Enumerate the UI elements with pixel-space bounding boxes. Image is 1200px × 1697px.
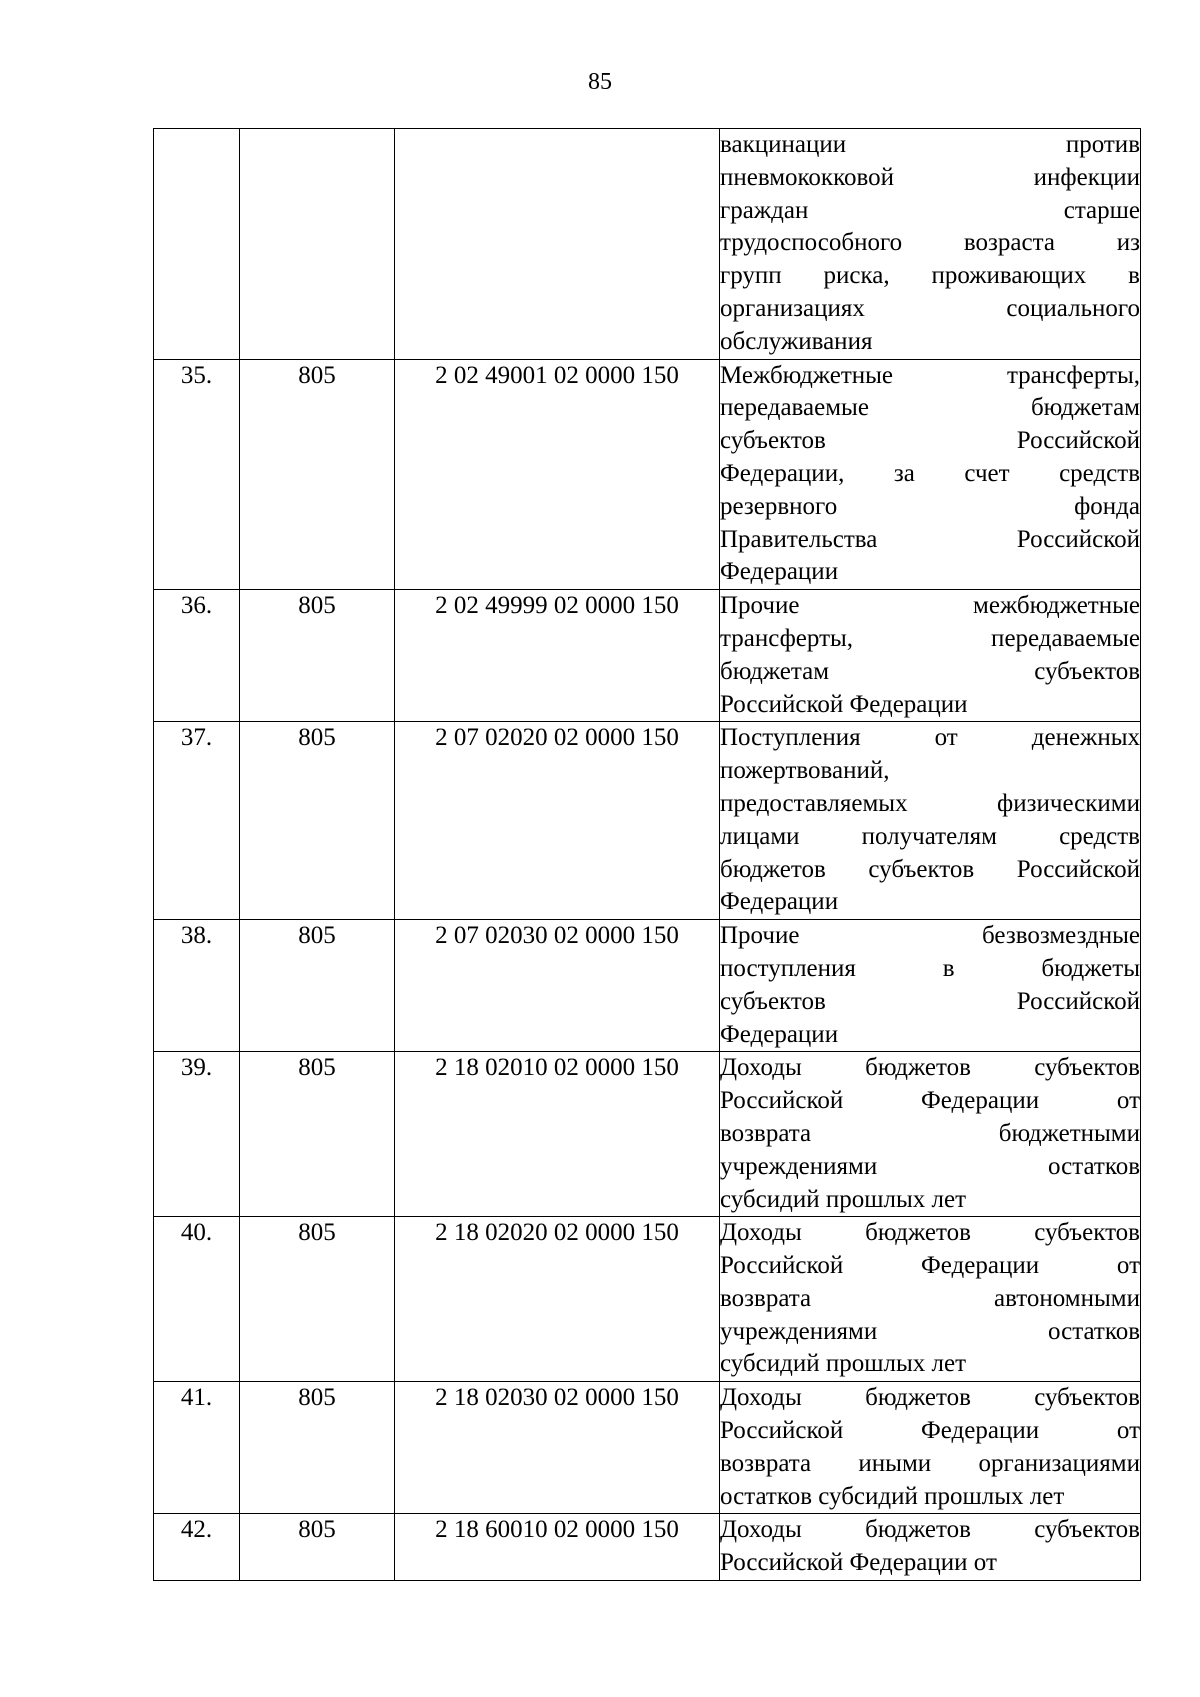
table-row [154,129,1141,360]
description-line: Российской Федерации от [720,1252,1140,1280]
row-number-cell: 40. [154,1217,240,1382]
row-number-cell: 41. [154,1382,240,1514]
description-line: организациях социального [720,294,1140,322]
administrator-code-cell: 805 [240,1514,395,1581]
row-number-cell: 35. [154,359,240,590]
table-row [154,590,1141,722]
administrator-code-cell [240,129,395,360]
administrator-code-cell: 805 [240,1217,395,1382]
revenue-description-cell [720,359,1141,590]
description-line: Доходы бюджетов субъектов [720,1516,1140,1544]
description-line: передаваемые бюджетам [720,394,1140,422]
revenue-description-cell [720,129,1141,360]
row-number-cell: 36. [154,590,240,722]
budget-classification-code-cell: 2 07 02030 02 0000 150 [395,920,720,1052]
description-line: трансферты, передаваемые [720,624,1140,652]
revenue-description-cell [720,590,1141,722]
description-line: остатков субсидий прошлых лет [720,1482,1065,1510]
description-line: Российской Федерации [720,690,968,718]
description-line: обслуживания [720,327,873,355]
budget-classification-code-cell: 2 07 02020 02 0000 150 [395,722,720,920]
table-row [154,1217,1141,1382]
description-line: Российской Федерации от [720,1417,1140,1445]
description-line: поступления в бюджеты [720,954,1140,982]
table-row [154,920,1141,1052]
description-line: субсидий прошлых лет [720,1185,967,1213]
row-number-cell: 37. [154,722,240,920]
row-number-cell [154,129,240,360]
administrator-code-cell: 805 [240,1052,395,1217]
revenue-description-cell [720,1217,1141,1382]
description-line: бюджетам субъектов [720,657,1140,685]
administrator-code-cell: 805 [240,920,395,1052]
administrator-code-cell: 805 [240,590,395,722]
revenue-description-cell [720,920,1141,1052]
row-number-cell: 42. [154,1514,240,1581]
row-number-cell: 38. [154,920,240,1052]
description-line: Межбюджетные трансферты, [720,361,1140,389]
row-number-cell: 39. [154,1052,240,1217]
description-line: Российской Федерации от [720,1087,1140,1115]
description-line: резервного фонда [720,492,1140,520]
description-line: субъектов Российской [720,987,1140,1015]
table-row [154,1052,1141,1217]
revenue-description-cell [720,1052,1141,1217]
description-line: Федерации [720,558,839,586]
description-line: трудоспособного возраста из [720,229,1140,257]
description-line: Доходы бюджетов субъектов [720,1384,1140,1412]
description-line: Прочие межбюджетные [720,592,1140,620]
administrator-code-cell: 805 [240,722,395,920]
description-line: вакцинации против [720,131,1140,158]
description-line: бюджетов субъектов Российской [720,855,1140,883]
description-line: Правительства Российской [720,525,1140,553]
description-line: Российской Федерации от [720,1549,997,1577]
revenue-description-cell [720,722,1141,920]
description-line: Доходы бюджетов субъектов [720,1219,1140,1247]
description-line: предоставляемых физическими [720,789,1140,817]
revenue-description-cell [720,1514,1141,1581]
description-line: Федерации, за счет средств [720,459,1140,487]
description-line: Поступления от денежных [720,724,1140,752]
administrator-code-cell: 805 [240,359,395,590]
table-body [154,129,1141,1581]
budget-classification-code-cell: 2 02 49999 02 0000 150 [395,590,720,722]
description-line: групп риска, проживающих в [720,262,1140,290]
budget-classification-code-cell: 2 18 02030 02 0000 150 [395,1382,720,1514]
budget-classification-code-cell: 2 18 02010 02 0000 150 [395,1052,720,1217]
table-row [154,1514,1141,1581]
budget-classification-code-cell: 2 18 60010 02 0000 150 [395,1514,720,1581]
description-line: Федерации [720,1020,839,1048]
description-line: граждан старше [720,196,1140,224]
administrator-code-cell: 805 [240,1382,395,1514]
revenue-description-cell [720,1382,1141,1514]
description-line: лицами получателям средств [720,822,1140,850]
description-line: Прочие безвозмездные [720,922,1140,950]
description-line: учреждениями остатков [720,1317,1140,1345]
budget-classification-code-cell [395,129,720,360]
description-line: возврата автономными [720,1284,1140,1312]
description-line: пневмококковой инфекции [720,163,1140,191]
description-line: учреждениями остатков [720,1152,1140,1180]
description-line: субсидий прошлых лет [720,1350,967,1378]
budget-revenue-table [153,128,1141,1581]
budget-classification-code-cell: 2 18 02020 02 0000 150 [395,1217,720,1382]
description-line: возврата бюджетными [720,1119,1140,1147]
description-line: возврата иными организациями [720,1449,1140,1477]
table-row [154,359,1141,590]
description-line: Доходы бюджетов субъектов [720,1054,1140,1082]
page-number: 85 [588,69,612,95]
table-row [154,1382,1141,1514]
description-line: субъектов Российской [720,427,1140,455]
budget-classification-code-cell: 2 02 49001 02 0000 150 [395,359,720,590]
table-row [154,722,1141,920]
description-line: пожертвований, [720,757,890,785]
description-line: Федерации [720,888,839,916]
